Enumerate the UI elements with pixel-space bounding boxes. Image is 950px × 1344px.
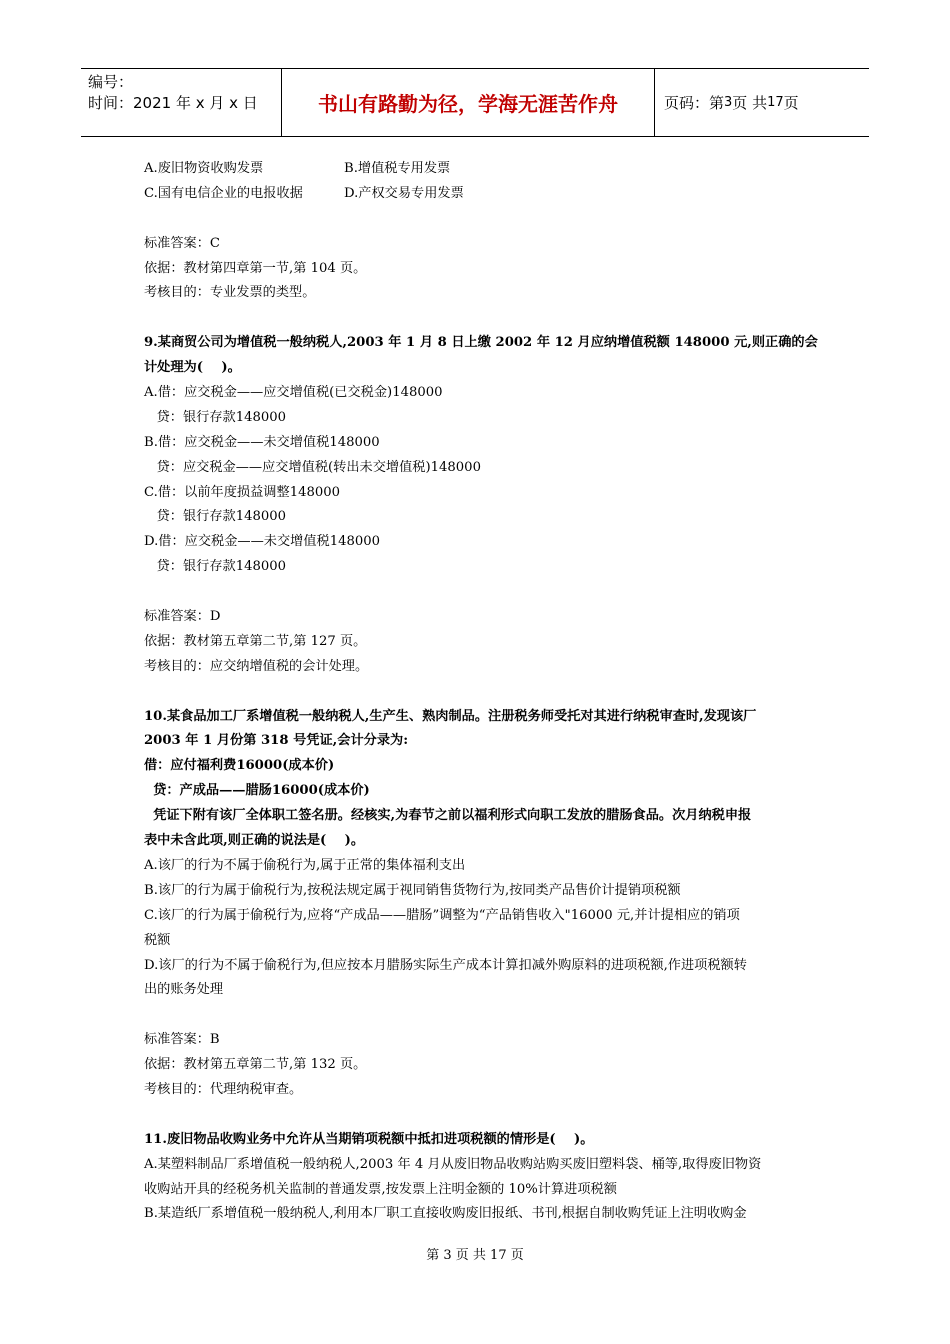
q9-option-b-credit: 贷：应交税金——应交增值税(转出未交增值税)148000: [144, 459, 481, 475]
page-header: [81, 68, 869, 137]
q9-purpose: 考核目的：应交纳增值税的会计处理。: [144, 658, 369, 674]
q9-option-c-credit: 贷：银行存款148000: [144, 509, 287, 525]
page-label-mid: 页 共: [732, 94, 768, 112]
q9-question-line-1: 9.某商贸公司为增值税一般纳税人,2003 年 1 月 8 日上缴 2002 年 12 月应纳增值税额 148000 元,则正确的会: [144, 335, 818, 351]
q9-option-a-debit: A.借：应交税金——应交增值税(已交税金)148000: [144, 385, 443, 401]
q10-option-c-line-1: C.该厂的行为属于偷税行为,应将“产成品——腊肠”调整为“产品销售收入"16000 元,并计提相应的销项: [144, 907, 740, 923]
q8-option-c: C.国有电信企业的电报收据: [144, 185, 303, 201]
q8-basis: 依据：教材第四章第一节,第 104 页。: [144, 260, 367, 276]
q10-option-a: A.该厂的行为不属于偷税行为,属于正常的集体福利支出: [144, 857, 466, 873]
q10-option-b: B.该厂的行为属于偷税行为,按税法规定属于视同销售货物行为,按同类产品售价计提销项税额: [144, 882, 681, 898]
q8-option-b: B.增值税专用发票: [344, 161, 451, 176]
page-footer: 第 3 页 共 17 页: [426, 1248, 524, 1263]
q9-option-d-debit: D.借：应交税金——未交增值税148000: [144, 534, 381, 550]
q9-basis: 依据：教材第五章第二节,第 127 页。: [144, 633, 367, 649]
q11-option-b-line-1: B.某造纸厂系增值税一般纳税人,利用本厂职工直接收购废旧报纸、书刊,根据自制收购凭证上注明收购金: [144, 1206, 747, 1222]
q11-option-a-line-1: A.某塑料制品厂系增值税一般纳税人,2003 年 4 月从废旧物品收购站购买废旧塑料袋、桶等,取得废旧物资: [144, 1156, 762, 1172]
doc-number-label: 编号：: [88, 73, 134, 91]
q10-option-d-line-2: 出的账务处理: [144, 982, 224, 998]
q9-option-c-debit: C.借：以前年度损益调整148000: [144, 484, 341, 500]
q9-option-a-credit: 贷：银行存款148000: [144, 409, 287, 425]
q10-purpose: 考核目的：代理纳税审查。: [144, 1081, 303, 1097]
doc-time-label: 时间：2021 年 x 月 x 日: [88, 94, 258, 112]
q8-options-row-2: [144, 182, 812, 207]
q11-question: 11.废旧物品收购业务中允许从当期销项税额中抵扣进项税额的情形是( )。: [144, 1131, 594, 1147]
q10-basis: 依据：教材第五章第二节,第 132 页。: [144, 1057, 367, 1073]
page-current: 3: [724, 95, 733, 110]
page-label-prefix: 页码：第: [664, 94, 725, 112]
page-label-suffix: 页: [783, 94, 799, 112]
q10-question-line-1: 10.某食品加工厂系增值税一般纳税人,生产生、熟肉制品。注册税务师受托对其进行纳税审查时,发现该厂: [144, 708, 757, 724]
q9-answer: 标准答案：D: [144, 609, 221, 625]
q8-purpose: 考核目的：专业发票的类型。: [144, 285, 316, 301]
q10-option-d-line-1: D.该厂的行为不属于偷税行为,但应按本月腊肠实际生产成本计算扣减外购原料的进项税额,作进项税额转: [144, 957, 747, 973]
q10-answer: 标准答案：B: [144, 1032, 220, 1048]
q8-option-a: A.废旧物资收购发票: [144, 161, 264, 176]
q10-entry-debit: 借：应付福利费16000(成本价): [144, 758, 335, 774]
page-total: 17: [767, 95, 784, 110]
header-meta: [81, 69, 282, 136]
q9-option-b-debit: B.借：应交税金——未交增值税148000: [144, 434, 380, 450]
q10-question-line-2: 2003 年 1 月份第 318 号凭证,会计分录为:: [144, 733, 409, 749]
q10-entry-credit: 贷：产成品——腊肠16000(成本价): [144, 783, 370, 799]
document-body: [144, 157, 818, 1227]
q10-question-line-4: 表中未含此项,则正确的说法是( )。: [144, 833, 365, 849]
header-motto: 书山有路勤为径，学海无涯苦作舟: [282, 69, 655, 136]
q10-option-c-line-2: 税额: [144, 932, 171, 948]
header-page-indicator: [655, 69, 869, 136]
q11-option-a-line-2: 收购站开具的经税务机关监制的普通发票,按发票上注明金额的 10%计算进项税额: [144, 1181, 617, 1197]
q8-answer: 标准答案：C: [144, 235, 221, 251]
q9-question-line-2: 计处理为( )。: [144, 360, 241, 376]
q9-option-d-credit: 贷：银行存款148000: [144, 559, 287, 575]
q8-option-d: D.产权交易专用发票: [344, 185, 464, 201]
q8-options-row-1: [144, 157, 812, 182]
q10-question-line-3: 凭证下附有该厂全体职工签名册。经核实,为春节之前以福利形式向职工发放的腊肠食品。次月纳税申报: [144, 808, 752, 824]
